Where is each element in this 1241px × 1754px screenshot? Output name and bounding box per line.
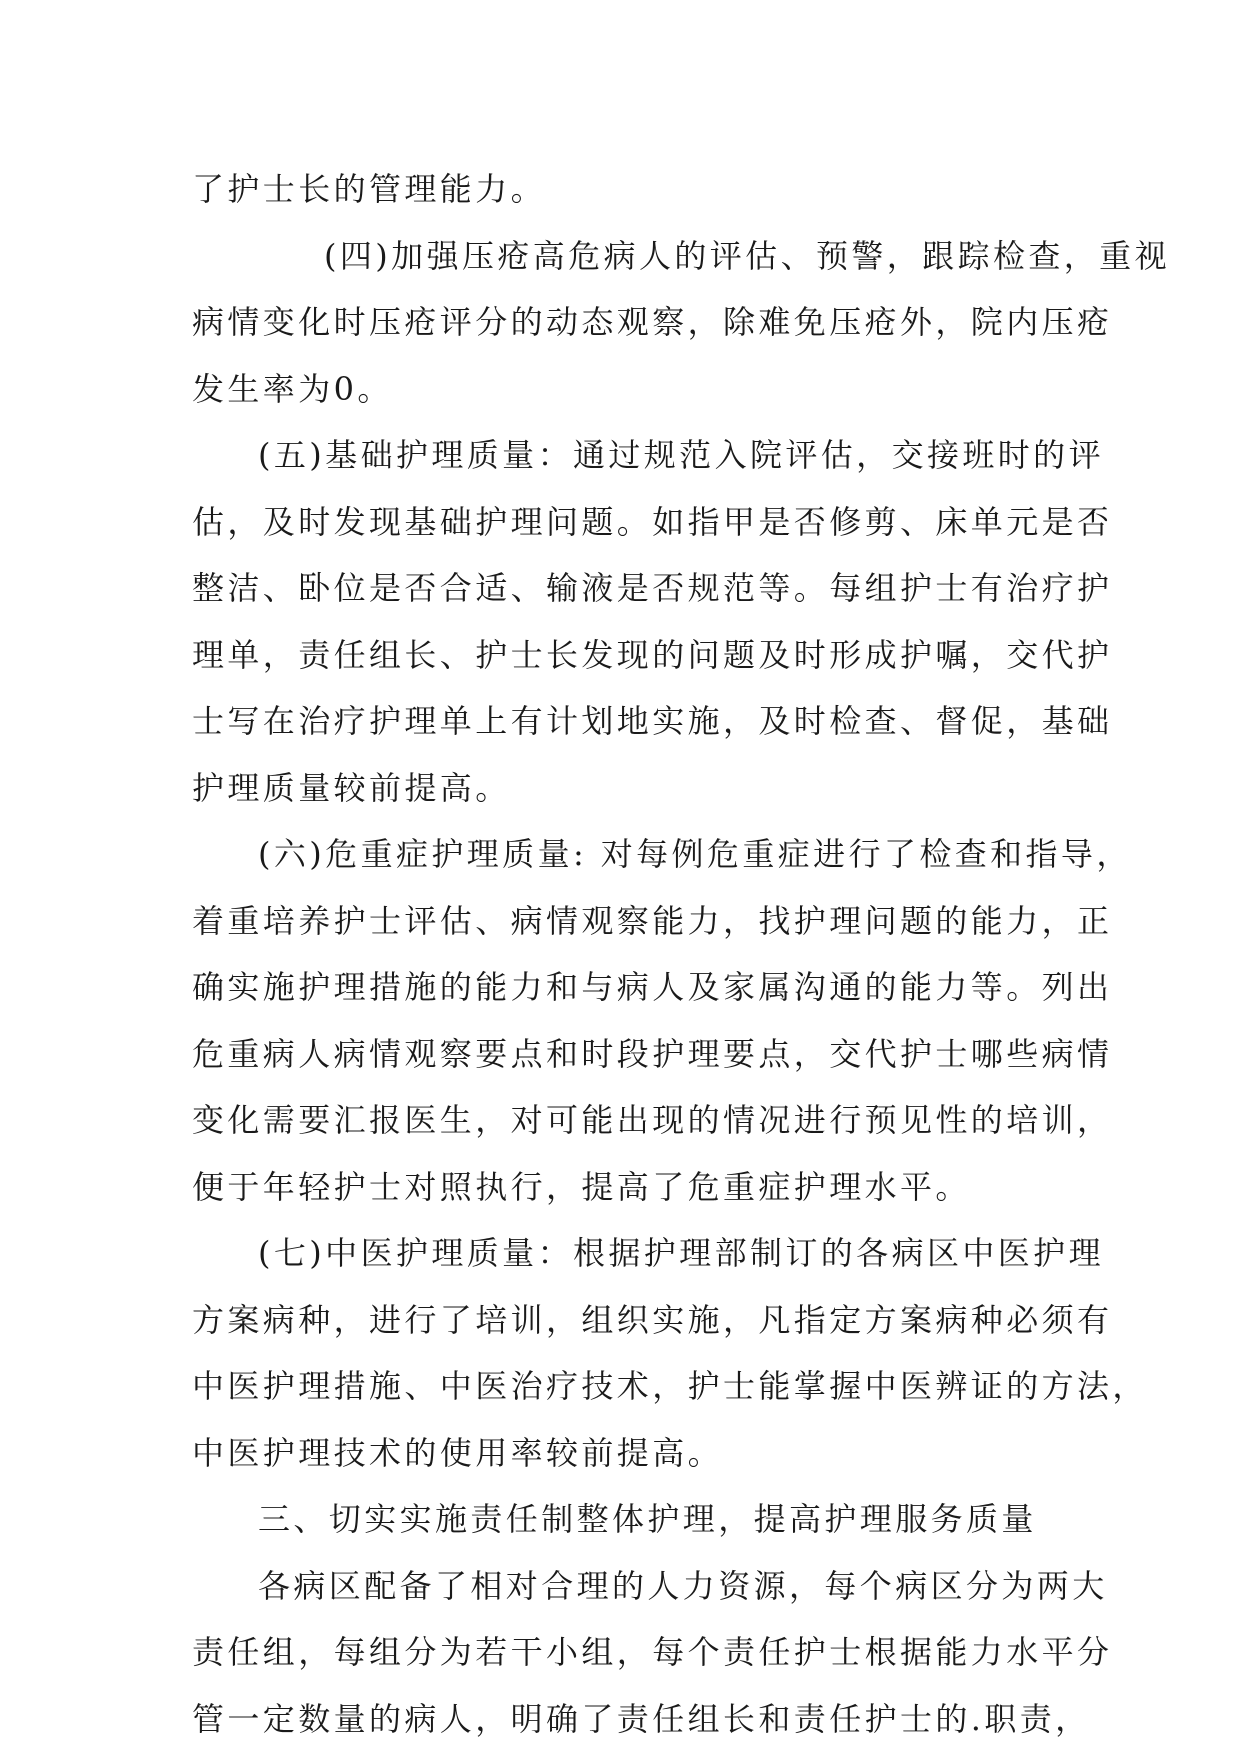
- text-line: (四)加强压疮高危病人的评估、预警，跟踪检查，重视: [324, 236, 1170, 275]
- text-line: 士写在治疗护理单上有计划地实施，及时检查、督促，基础: [192, 702, 1113, 740]
- text-line: 各病区配备了相对合理的人力资源，每个病区分为两大: [258, 1566, 1108, 1605]
- text-line: 管一定数量的病人，明确了责任组长和责任护士的.职责，: [192, 1699, 1091, 1738]
- text-line: 变化需要汇报医生，对可能出现的情况进行预见性的培训，: [192, 1101, 1113, 1139]
- text-line: 发生率为0。: [192, 369, 393, 408]
- text-line: 责任组，每组分为若干小组，每个责任护士根据能力水平分: [192, 1633, 1113, 1671]
- text-line: 方案病种，进行了培训，组织实施，凡指定方案病种必须有: [192, 1300, 1113, 1339]
- text-line: 估，及时发现基础护理问题。如指甲是否修剪、床单元是否: [192, 502, 1113, 541]
- text-line: 理单，责任组长、护士长发现的问题及时形成护嘱，交代护: [192, 635, 1113, 674]
- text-line: 便于年轻护士对照执行，提高了危重症护理水平。: [192, 1167, 971, 1206]
- document-body: [192, 156, 1170, 1752]
- text-line: 危重病人病情观察要点和时段护理要点，交代护士哪些病情: [192, 1034, 1113, 1073]
- text-line: (七)中医护理质量：根据护理部制订的各病区中医护理: [258, 1234, 1104, 1272]
- text-line: 确实施护理措施的能力和与病人及家属沟通的能力等。列出: [192, 968, 1113, 1006]
- text-line: 病情变化时压疮评分的动态观察，除难免压疮外，院内压疮: [192, 303, 1113, 341]
- text-line: 了护士长的管理能力。: [192, 170, 547, 208]
- text-line: 中医护理技术的使用率较前提高。: [192, 1433, 724, 1472]
- text-line: 护理质量较前提高。: [192, 768, 511, 807]
- text-line: 着重培养护士评估、病情观察能力，找护理问题的能力，正: [192, 901, 1113, 940]
- section-heading: 三、切实实施责任制整体护理，提高护理服务质量: [258, 1500, 1037, 1538]
- text-line: 整洁、卧位是否合适、输液是否规范等。每组护士有治疗护: [192, 569, 1113, 607]
- text-line: 中医护理措施、中医治疗技术，护士能掌握中医辨证的方法，: [192, 1367, 1148, 1405]
- text-line: (五)基础护理质量：通过规范入院评估，交接班时的评: [258, 436, 1104, 474]
- text-line: (六)危重症护理质量: 对每例危重症进行了检查和指导，: [258, 835, 1132, 873]
